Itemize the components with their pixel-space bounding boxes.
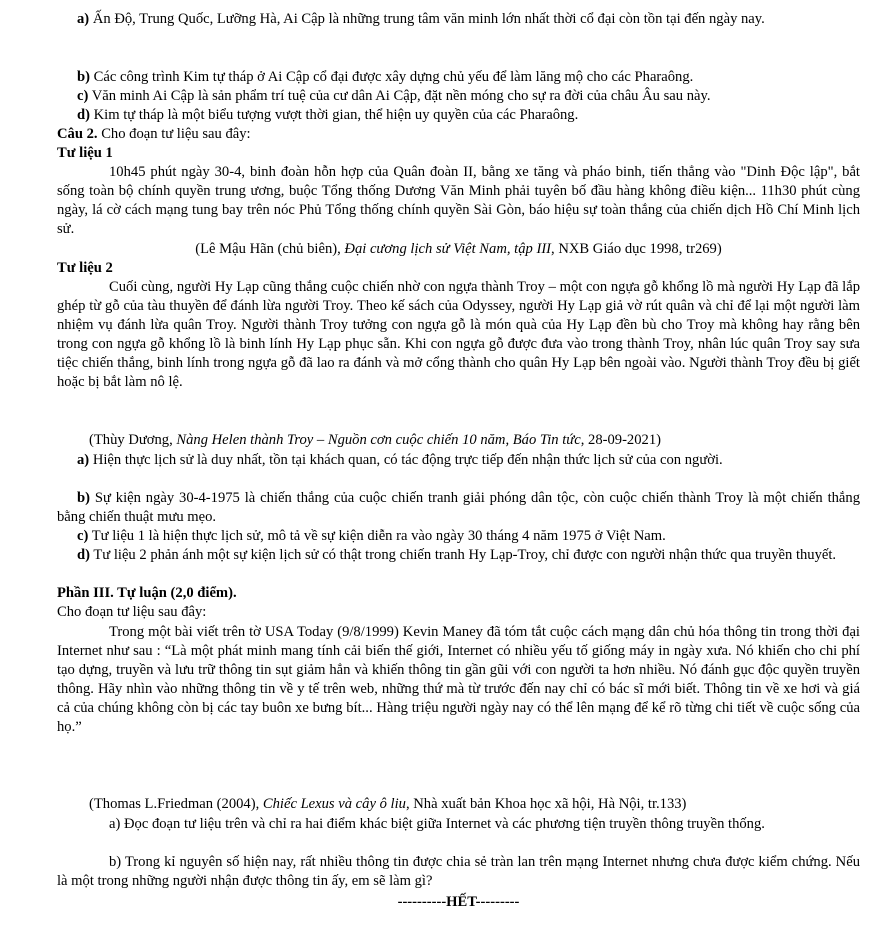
option-2a: a) Hiện thực lịch sử là duy nhất, tồn tại khách quan, có tác động trực tiếp đến nhận thức lịch sử của con người.	[77, 452, 723, 468]
source-1-heading: Tư liệu 1	[57, 145, 113, 161]
option-2b: b) Sự kiện ngày 30-4-1975 là chiến thắng của cuộc chiến tranh giải phóng dân tộc, còn cuộc chiến thành Troy là một chiến thắng bằng chiến thuật mưu mẹo.	[57, 490, 860, 526]
end-marker: ----------HẾT---------	[397, 894, 520, 910]
option-1a: a) Ấn Độ, Trung Quốc, Lưỡng Hà, Ai Cập là những trung tâm văn minh lớn nhất thời cổ đại còn tồn tại đến ngày nay.	[77, 11, 765, 27]
part-3-citation: (Thomas L.Friedman (2004), Chiếc Lexus và cây ô liu, Nhà xuất bản Khoa học xã hội, Hà Nội, tr.133)	[89, 796, 687, 812]
option-2d: d) Tư liệu 2 phản ánh một sự kiện lịch sử có thật trong chiến tranh Hy Lạp-Troy, chỉ được con người nhận thức qua truyền thuyết.	[77, 547, 837, 563]
part-3-question-b: b) Trong kỉ nguyên số hiện nay, rất nhiều thông tin được chia sẻ tràn lan trên mạng Internet nhưng chưa được kiểm chứng. Nếu là một trong những người nhận được thông tin ấy, em sẽ làm gì?	[57, 854, 860, 890]
part-3-intro: Cho đoạn tư liệu sau đây:	[57, 604, 207, 620]
option-2c: c) Tư liệu 1 là hiện thực lịch sử, mô tả về sự kiện diễn ra vào ngày 30 tháng 4 năm 1975 ở Việt Nam.	[77, 528, 666, 544]
option-1b: b) Các công trình Kim tự tháp ở Ai Cập cổ đại được xây dựng chủ yếu để làm lăng mộ cho các Pharaông.	[77, 69, 694, 85]
source-1-body: 10h45 phút ngày 30-4, binh đoàn hỗn hợp của Quân đoàn II, bằng xe tăng và pháo binh, tiến thẳng vào "Dinh Độc lập", bắt sống toàn bộ chính quyền trung ương, buộc Tổng thống Dương Văn Minh phải tuyên bố đầu hàng không điều kiện... 11h30 phút cùng ngày, lá cờ cách mạng tung bay trên nóc Phủ Tổng thống chính quyền Sài Gòn, báo hiệu sự toàn thắng của chiến dịch Hồ Chí Minh lịch sử.	[57, 164, 860, 238]
part-3-heading: Phần III. Tự luận (2,0 điểm).	[57, 585, 237, 601]
option-1d: d) Kim tự tháp là một biểu tượng vượt thời gian, thể hiện uy quyền của các Pharaông.	[77, 107, 579, 123]
part-3-body: Trong một bài viết trên tờ USA Today (9/8/1999) Kevin Maney đã tóm tắt cuộc cách mạng dân chủ hóa thông tin trong thời đại Internet như sau : “Là một phát minh mang tính cải biến thế giới, Internet có nhiều yếu tố giống máy in ngày xưa. Nó khiến cho chi phí tạo dựng, truyền và lưu trữ thông tin sụt giảm hẳn và khiến thông tin gần gũi với con người ta hơn nhiều. Nó đánh gục độc quyền truyền thông. Hãy nhìn vào những thông tin về y tế trên web, những thứ mà từ trước đến nay chỉ có bác sĩ mới biết. Thông tin về xe hơi và giá cả của chúng không còn bị các tay buôn xe bưng bít... Hàng triệu người ngày nay có thể lên mạng để kể rõ từng chi tiết về cuộc sống của họ.”	[57, 624, 860, 736]
question-2: Câu 2. Cho đoạn tư liệu sau đây:	[57, 126, 251, 142]
source-2-heading: Tư liệu 2	[57, 260, 113, 276]
source-2-body: Cuối cùng, người Hy Lạp cũng thắng cuộc chiến nhờ con ngựa thành Troy – một con ngựa gỗ khổng lồ mà người Hy Lạp đã lắp ghép từ gỗ của tàu thuyền để đánh lừa người Troy. Theo kế sách của Odyssey, người Hy Lạp giả vờ rút quân và chỉ để lại một người làm nhiệm vụ đánh lừa quân Troy. Người thành Troy tưởng con ngựa gỗ là món quà của Hy Lạp đền bù cho Troy mà không hay rằng bên trong con ngựa gỗ khổng lồ là binh lính Hy Lạp phục sẵn. Khi con ngựa gỗ được đưa vào trong thành Troy, nhân lúc quân Troy say sưa tiệc chiến thắng, binh lính trong ngựa gỗ đã lao ra đánh và mở cổng thành cho quân Hy Lạp bên ngoài vào. Người thành Troy đều bị giết hoặc bị bắt làm nô lệ.	[57, 279, 860, 391]
option-1c: c) Văn minh Ai Cập là sản phẩm trí tuệ của cư dân Ai Cập, đặt nền móng cho sự ra đời của châu Âu sau này.	[77, 88, 711, 104]
source-2-citation: (Thùy Dương, Nàng Helen thành Troy – Nguồn cơn cuộc chiến 10 năm, Báo Tin tức, 28-09-2021)	[89, 432, 661, 448]
source-1-citation: (Lê Mậu Hãn (chủ biên), Đại cương lịch sử Việt Nam, tập III, NXB Giáo dục 1998, tr269)	[195, 241, 722, 257]
part-3-question-a: a) Đọc đoạn tư liệu trên và chỉ ra hai điểm khác biệt giữa Internet và các phương tiện truyền thông truyền thống.	[109, 816, 765, 832]
